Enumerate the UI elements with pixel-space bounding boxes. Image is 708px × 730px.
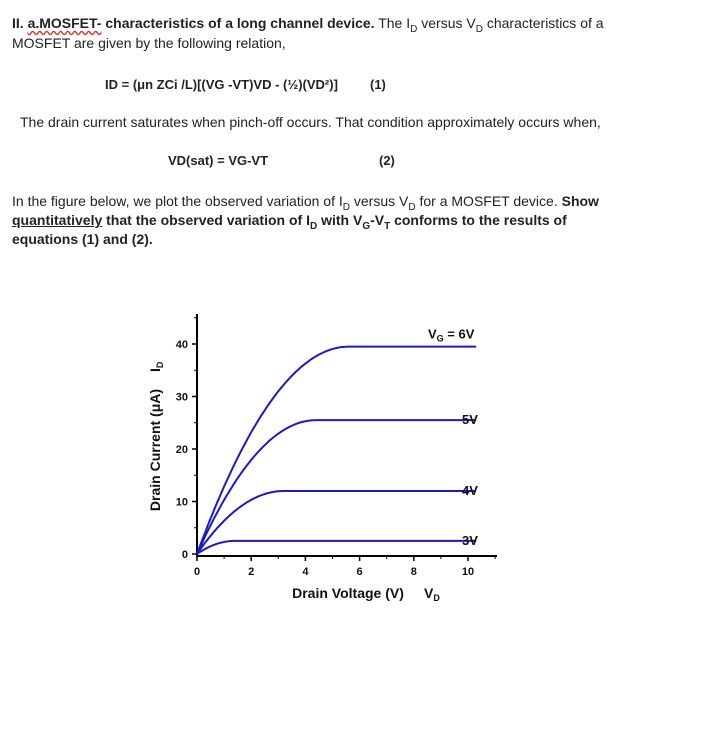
x-tick-label: 10	[461, 566, 475, 578]
equation-1: ID = (μn ZCi /L)[(VG -VT)VD - (½)(VD²)]	[105, 77, 338, 92]
heading-label: II.	[12, 15, 24, 31]
curve-2	[197, 491, 476, 554]
curve-0	[197, 347, 476, 554]
y-tick-label: 30	[175, 391, 188, 404]
task-line-2: quantitatively that the observed variation of $I_D$ with $V_G-V_T$ conforms to the results of	[12, 212, 567, 232]
x-axis-extra-label: $V_D$	[424, 585, 440, 603]
y-axis-extra-label: $I_D$	[147, 361, 165, 372]
x-tick-label: 4	[302, 566, 309, 578]
equation-2: VD(sat) = VG-VT	[168, 153, 269, 168]
intro-line-2: MOSFET are given by the following relation,	[12, 35, 286, 51]
id-vd-chart	[130, 310, 530, 610]
curve-1	[197, 420, 476, 554]
y-tick-label: 20	[175, 444, 188, 456]
x-tick-label: 6	[356, 566, 363, 578]
y-tick-label: 10	[175, 496, 188, 509]
intro-text: The $I_D$ versus $V_D$ characteristics of a	[378, 15, 604, 35]
saturation-text: The drain current saturates when pinch-off occurs. That condition approximately occurs when,	[20, 114, 601, 130]
y-tick-label: 0	[181, 549, 188, 561]
task-line-1: In the figure below, we plot the observed variation of $I_D$ versus $V_D$ for a MOSFET device. Show	[12, 193, 599, 213]
equation-2-number: (2)	[379, 153, 395, 168]
x-axis-label: Drain Voltage (V)	[292, 585, 404, 601]
curve-label: 5V	[462, 412, 478, 428]
y-axis-label: Drain Current (μA)	[147, 388, 163, 512]
curve-label: $V_G = 6V$	[428, 326, 475, 344]
equation-1-number: (1)	[370, 77, 386, 92]
curve-label: 4V	[462, 483, 478, 498]
task-line-3: equations (1) and (2).	[12, 231, 153, 247]
y-tick-label: 40	[175, 339, 188, 351]
heading-title: characteristics of a long channel device.	[105, 15, 375, 31]
heading-part: a.MOSFET-	[27, 15, 102, 31]
x-tick-label: 8	[410, 566, 417, 578]
x-tick-label: 2	[248, 566, 255, 578]
curve-label: 3V	[462, 532, 478, 548]
x-tick-label: 0	[193, 566, 201, 578]
curve-3	[197, 541, 476, 554]
